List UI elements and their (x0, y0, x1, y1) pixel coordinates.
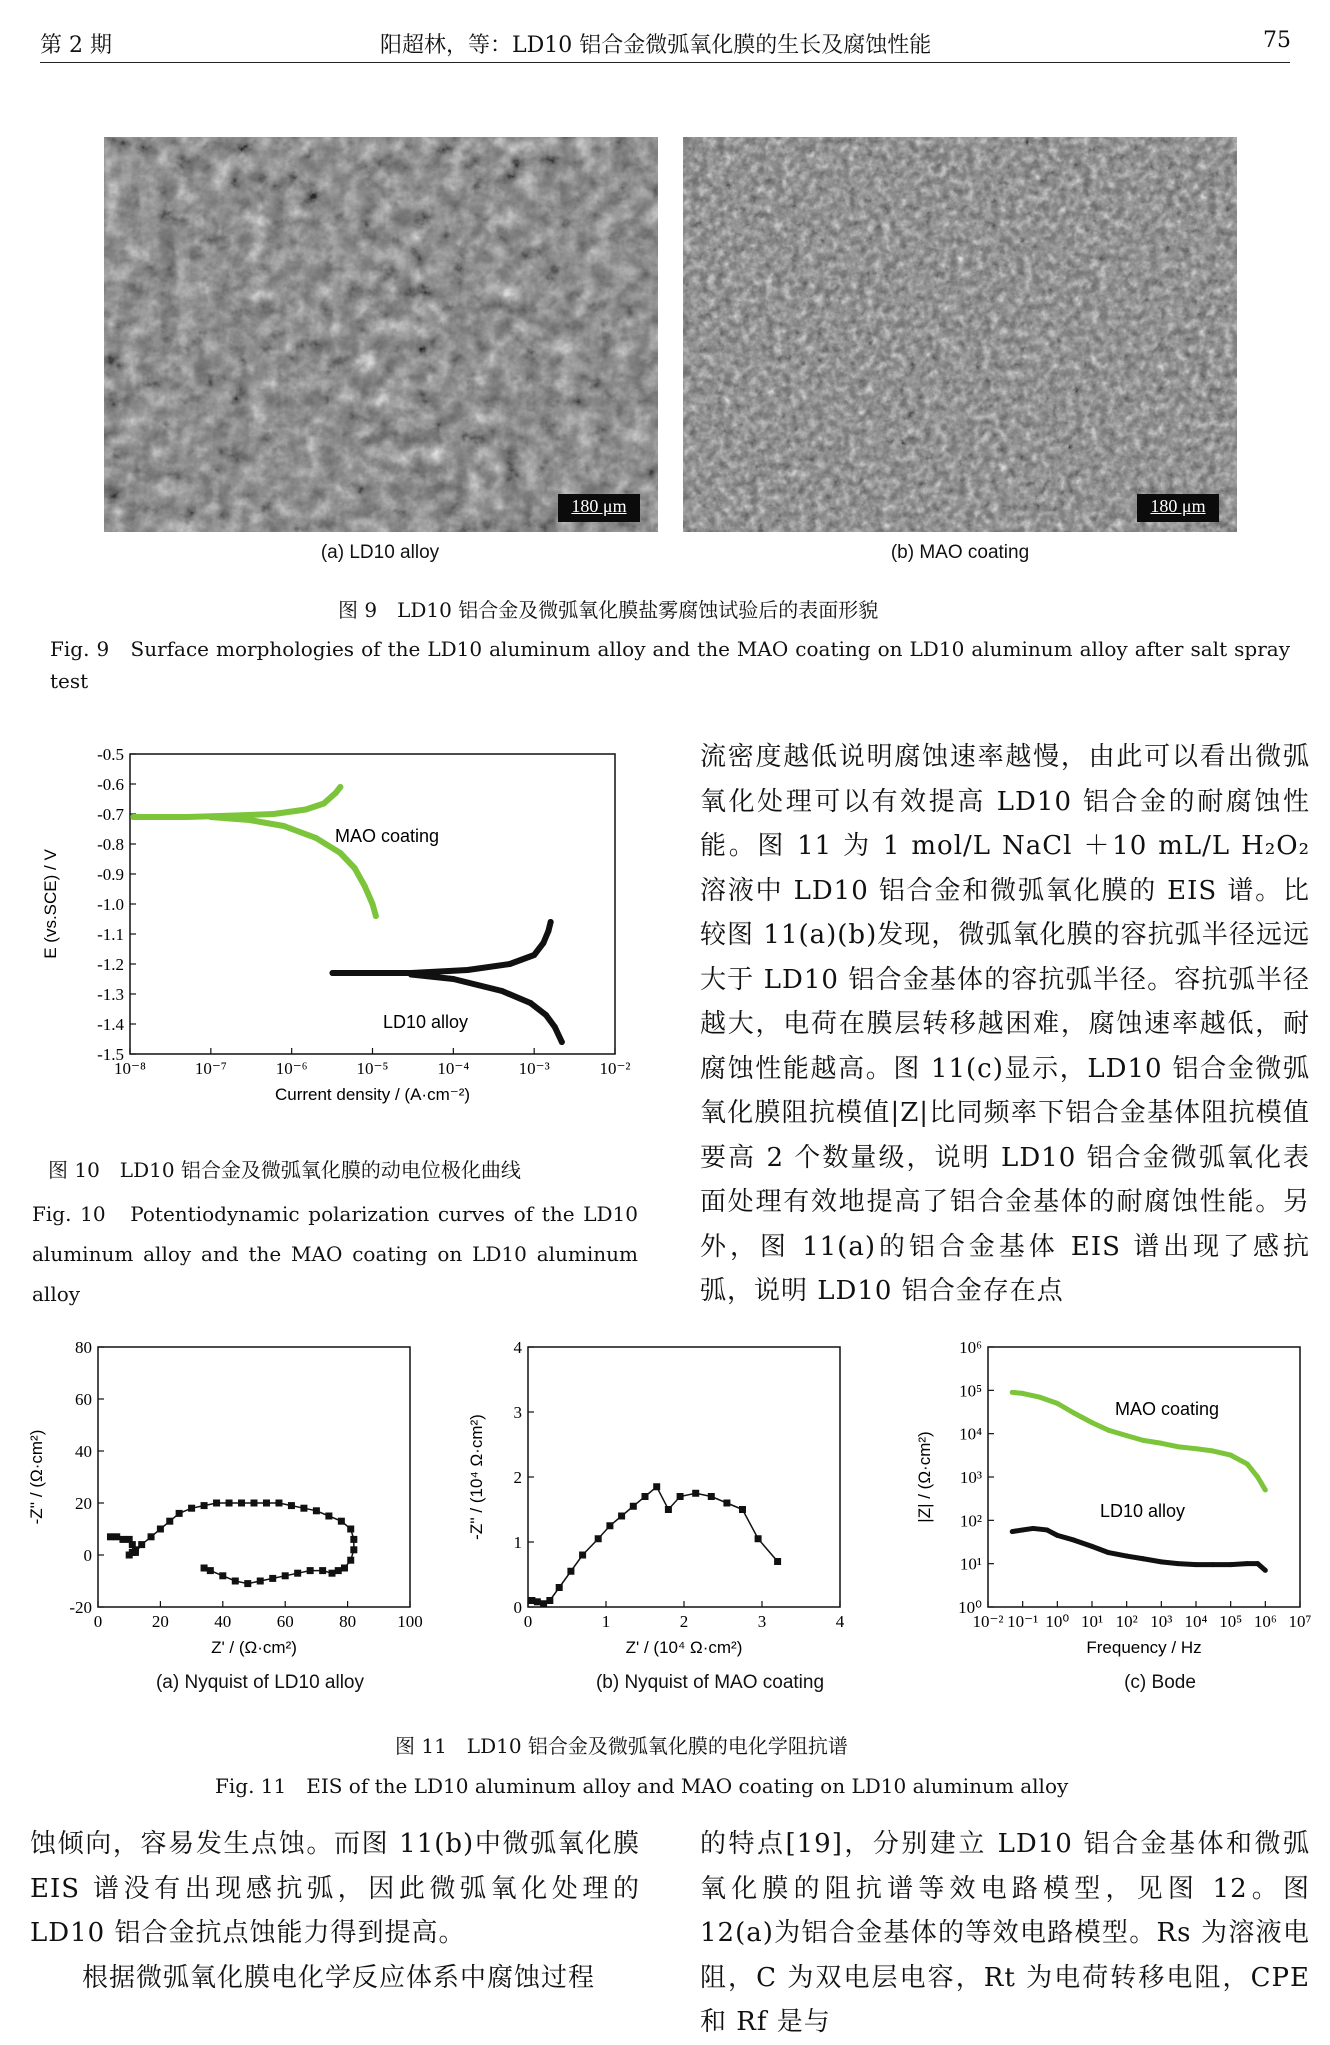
x-tick-label: 10⁻³ (518, 1059, 550, 1078)
data-point (275, 1500, 282, 1507)
data-point (708, 1493, 715, 1500)
x-tick-label: 10⁰ (1045, 1612, 1070, 1631)
data-point (1090, 1420, 1095, 1425)
data-point (251, 1500, 258, 1507)
data-point (692, 1490, 699, 1497)
data-point (465, 967, 471, 973)
fig9-caption-cn: 图 9 LD10 铝合金及微弧氧化膜盐雾腐蚀试验后的表面形貌 (338, 598, 879, 622)
fig9-panel-b-label: (b) MAO coating (890, 542, 1030, 563)
data-point (333, 790, 339, 796)
data-point (408, 972, 414, 978)
x-tick-label: 10³ (1150, 1612, 1173, 1631)
data-point (1210, 1448, 1215, 1453)
nyquist-line (110, 1503, 353, 1584)
y-tick-label: 60 (75, 1390, 92, 1409)
x-tick-label: 20 (151, 1612, 169, 1631)
data-point (271, 811, 277, 817)
data-point (540, 1600, 547, 1607)
data-point (1124, 1433, 1129, 1438)
data-point (166, 1518, 173, 1525)
data-point (319, 1567, 326, 1574)
data-point (545, 928, 551, 934)
data-point (201, 1565, 208, 1572)
data-point (606, 1522, 613, 1529)
series-0-anodic (133, 787, 340, 817)
x-tick-label: 0 (523, 1612, 533, 1631)
data-point (1044, 1527, 1049, 1532)
data-point (263, 1500, 270, 1507)
scale-bar-b (1137, 494, 1219, 522)
data-point (132, 1549, 139, 1556)
data-point (232, 1578, 239, 1585)
data-point (313, 1507, 320, 1514)
y-axis-label: -Z'' / (Ω·cm²) (27, 1429, 46, 1525)
data-point (527, 1000, 533, 1006)
data-point (548, 919, 554, 925)
data-point (300, 1505, 307, 1512)
y-axis-label: E (vs.SCE) / V (41, 849, 60, 959)
data-point (373, 913, 379, 919)
data-point (337, 850, 343, 856)
data-point (313, 835, 319, 841)
data-point (1141, 1438, 1146, 1443)
legend-ld10-alloy: LD10 alloy (383, 1012, 469, 1032)
data-point (499, 988, 505, 994)
data-point (1055, 1401, 1060, 1406)
data-point (113, 1533, 120, 1540)
data-point (543, 1012, 549, 1018)
data-point (1263, 1488, 1268, 1493)
data-point (1228, 1453, 1233, 1458)
data-point (677, 1493, 684, 1500)
y-tick-label: 10¹ (959, 1554, 982, 1574)
data-point (1194, 1562, 1199, 1567)
data-point (370, 901, 376, 907)
x-tick-label: 10⁵ (1219, 1612, 1243, 1631)
legend-mao-coating: MAO coating (1115, 1399, 1220, 1419)
y-tick-label: 80 (75, 1338, 92, 1357)
data-point (630, 1503, 637, 1510)
data-point (1106, 1428, 1111, 1433)
data-point (246, 817, 252, 823)
sem-texture-b (683, 137, 1237, 532)
scale-bar-a (558, 494, 640, 522)
x-tick-label: 10⁻⁵ (356, 1059, 389, 1078)
y-tick-label: -0.9 (97, 865, 124, 884)
y-axis-label: |Z| / (Ω·cm²) (915, 1431, 934, 1523)
data-point (350, 1536, 357, 1543)
data-point (148, 1533, 155, 1540)
data-point (1228, 1562, 1233, 1567)
data-point (1055, 1533, 1060, 1538)
data-point (546, 1597, 553, 1604)
x-tick-label: 10⁻⁴ (437, 1059, 470, 1078)
data-point (347, 1557, 354, 1564)
x-tick-label: 10⁷ (1288, 1612, 1312, 1631)
y-tick-label: 40 (75, 1442, 92, 1461)
y-tick-label: 10⁴ (959, 1424, 982, 1444)
x-tick-label: 80 (339, 1612, 357, 1631)
series-1-anodic (332, 922, 550, 973)
x-tick-label: 3 (757, 1612, 767, 1631)
y-tick-label: -1.3 (97, 985, 124, 1004)
data-point (755, 1535, 762, 1542)
fig11c-chart (900, 1335, 1320, 1675)
data-point (119, 1536, 126, 1543)
x-tick-label: 10⁻² (972, 1612, 1004, 1631)
data-point (337, 784, 343, 790)
data-point (739, 1506, 746, 1513)
y-tick-label: -1.1 (97, 925, 124, 944)
data-point (208, 814, 214, 820)
issue-number: 第 2 期 (40, 33, 112, 58)
data-point (126, 1552, 133, 1559)
fig9-caption-en: Fig. 9 Surface morphologies of the LD10 aluminum alloy and the MAO coating on LD10 aluminum alloy after salt spray test (50, 637, 1290, 693)
data-point (653, 1483, 660, 1490)
data-point (138, 1541, 145, 1548)
x-tick-label: 60 (276, 1612, 294, 1631)
scale-bar-text: 180 μm (1150, 496, 1206, 516)
plot-frame (98, 1347, 410, 1607)
data-point (618, 1513, 625, 1520)
data-point (556, 1584, 563, 1591)
data-point (1020, 1527, 1025, 1532)
data-point (1031, 1526, 1036, 1531)
data-point (1194, 1446, 1199, 1451)
data-point (1141, 1556, 1146, 1561)
data-point (1037, 1395, 1042, 1400)
data-point (176, 1510, 183, 1517)
x-tick-label: 10² (1115, 1612, 1138, 1631)
data-point (244, 1580, 251, 1587)
data-point (157, 1526, 164, 1533)
y-tick-label: 10⁶ (959, 1338, 982, 1357)
data-point (642, 1493, 649, 1500)
data-point (774, 1558, 781, 1565)
data-point (1263, 1568, 1268, 1573)
data-point (338, 1518, 345, 1525)
plot-frame (988, 1347, 1300, 1607)
data-point (1245, 1461, 1250, 1466)
data-point (665, 1506, 672, 1513)
x-tick-label: 2 (679, 1612, 689, 1631)
x-tick-label: 100 (397, 1612, 423, 1631)
data-point (350, 1546, 357, 1553)
plot-frame (528, 1347, 840, 1607)
sem-texture-a (104, 137, 658, 532)
data-point (325, 1513, 332, 1520)
data-point (282, 1572, 289, 1579)
fig9-panel-a-label: (a) LD10 alloy (320, 542, 440, 563)
x-tick-label: 10¹ (1080, 1612, 1104, 1631)
data-point (188, 1505, 195, 1512)
x-tick-label: 40 (214, 1612, 232, 1631)
data-point (213, 1500, 220, 1507)
fig10-caption-cn: 图 10 LD10 铝合金及微弧氧化膜的动电位极化曲线 (48, 1158, 521, 1182)
y-tick-label: -1.2 (97, 955, 124, 974)
y-tick-label: 2 (513, 1468, 522, 1487)
data-point (294, 1570, 301, 1577)
body-text-right (700, 735, 1310, 1314)
y-tick-label: 20 (75, 1494, 92, 1513)
y-tick-label: 0 (513, 1598, 522, 1617)
data-point (1090, 1544, 1095, 1549)
data-point (1255, 1561, 1260, 1566)
data-point (1020, 1391, 1025, 1396)
data-point (540, 940, 546, 946)
y-tick-label: 10² (959, 1511, 982, 1531)
paragraph-bottom-left-2: 根据微弧氧化膜电化学反应体系中腐蚀过程 (82, 1962, 596, 1993)
data-point (130, 814, 136, 820)
y-tick-label: -0.7 (97, 805, 124, 824)
data-point (347, 1526, 354, 1533)
x-tick-label: 4 (835, 1612, 845, 1631)
y-tick-label: -1.4 (97, 1015, 124, 1034)
y-tick-label: -1.0 (97, 895, 124, 914)
sem-image-ld10-alloy (104, 137, 658, 532)
fig10-chart (30, 742, 640, 1132)
data-point (450, 976, 456, 982)
y-tick-label: 0 (83, 1546, 92, 1565)
data-point (207, 1567, 214, 1574)
x-axis-label: Z' / (Ω·cm²) (211, 1638, 297, 1657)
x-tick-label: 1 (601, 1612, 611, 1631)
x-tick-label: 10⁻⁸ (114, 1059, 146, 1078)
data-point (595, 1535, 602, 1542)
y-tick-label: -0.8 (97, 835, 124, 854)
data-point (107, 1533, 114, 1540)
y-tick-label: 3 (513, 1403, 522, 1422)
data-point (1071, 1410, 1076, 1415)
x-tick-label: 0 (93, 1612, 103, 1631)
data-point (1124, 1554, 1129, 1559)
data-point (1159, 1441, 1164, 1446)
data-point (341, 1565, 348, 1572)
data-point (257, 1578, 264, 1585)
data-point (1255, 1475, 1260, 1480)
y-tick-label: 4 (513, 1338, 522, 1357)
x-tick-label: 10⁻¹ (1007, 1612, 1039, 1631)
fig11-caption-cn: 图 11 LD10 铝合金及微弧氧化膜的电化学阻抗谱 (395, 1734, 848, 1758)
data-point (1010, 1390, 1015, 1395)
fig11b-chart (460, 1335, 870, 1675)
x-axis-label: Frequency / Hz (1086, 1638, 1202, 1657)
y-tick-label: -1.5 (97, 1045, 124, 1064)
data-point (567, 1568, 574, 1575)
fig11a-panel-label: (a) Nyquist of LD10 alloy (155, 1672, 365, 1693)
data-point (531, 952, 537, 958)
data-point (362, 883, 368, 889)
data-point (1010, 1529, 1015, 1534)
x-tick-label: 10⁻⁶ (275, 1059, 308, 1078)
data-point (723, 1500, 730, 1507)
data-point (552, 1024, 558, 1030)
data-point (238, 1500, 245, 1507)
data-point (1210, 1562, 1215, 1567)
data-point (269, 1575, 276, 1582)
running-title: 阳超林，等：LD10 铝合金微弧氧化膜的生长及腐蚀性能 (380, 33, 932, 58)
data-point (507, 961, 513, 967)
data-point (303, 807, 309, 813)
x-axis-label: Current density / (A·cm⁻²) (274, 1085, 471, 1104)
data-point (1175, 1444, 1180, 1449)
data-point (184, 814, 190, 820)
x-tick-label: 10⁴ (1184, 1612, 1208, 1631)
y-axis-label: -Z'' / (10⁴ Ω·cm²) (467, 1414, 486, 1540)
y-tick-label: 10⁵ (959, 1381, 982, 1401)
data-point (219, 1572, 226, 1579)
page-number: 75 (1263, 28, 1291, 53)
data-point (329, 1570, 336, 1577)
scale-bar-text: 180 μm (571, 496, 627, 516)
data-point (335, 1567, 342, 1574)
y-tick-label: -0.6 (97, 775, 124, 794)
body-text-bottom-left (30, 1822, 640, 2000)
paragraph-bottom-left-1: 蚀倾向，容易发生点蚀。而图 11(b)中微弧氧化膜 EIS 谱没有出现感抗弧，因此微弧氧化处理的 LD10 铝合金抗点蚀能力得到提高。 (30, 1829, 640, 1948)
data-point (321, 801, 327, 807)
fig11a-chart (20, 1335, 430, 1675)
x-tick-label: 10⁻⁷ (194, 1059, 227, 1078)
legend-ld10-alloy: LD10 alloy (1100, 1501, 1186, 1521)
legend-mao-coating: MAO coating (335, 826, 440, 846)
nyquist-line (532, 1487, 778, 1604)
body-text-bottom-right (700, 1822, 1310, 2045)
x-tick-label: 10⁻² (599, 1059, 631, 1078)
sem-image-mao-coating (683, 137, 1237, 532)
x-axis-label: Z' / (10⁴ Ω·cm²) (625, 1638, 743, 1657)
paragraph-bottom-right: 的特点[19]，分别建立 LD10 铝合金基体和微弧氧化膜的阻抗谱等效电路模型，见图 12。图 12(a)为铝合金基体的等效电路模型。Rs 为溶液电阻，C 为双电层电容，Rt 为电荷转移电阻，CPE 和 Rf 是与 (700, 1829, 1310, 2037)
data-point (579, 1552, 586, 1559)
y-tick-label: 10³ (959, 1468, 982, 1487)
data-point (329, 970, 335, 976)
y-tick-label: -0.5 (97, 745, 124, 764)
data-point (226, 1500, 233, 1507)
header-rule (40, 62, 1290, 63)
bode-series-1 (1012, 1528, 1265, 1570)
data-point (1106, 1550, 1111, 1555)
data-point (534, 1598, 541, 1605)
data-point (1071, 1538, 1076, 1543)
data-point (201, 1502, 208, 1509)
fig11-caption-en: Fig. 11 EIS of the LD10 aluminum alloy and MAO coating on LD10 aluminum alloy (215, 1774, 1069, 1798)
fig10-caption-en: Fig. 10 Potentiodynamic polarization curves of the LD10 aluminum alloy and the MAO coating on LD10 aluminum alloy (32, 1202, 638, 1306)
x-tick-label: 10⁶ (1253, 1612, 1277, 1631)
data-point (1245, 1561, 1250, 1566)
y-tick-label: -20 (69, 1598, 92, 1617)
data-point (559, 1039, 565, 1045)
y-tick-label: 10⁰ (958, 1598, 982, 1617)
data-point (288, 1502, 295, 1509)
data-point (307, 1567, 314, 1574)
fig11c-panel-label: (c) Bode (1124, 1672, 1196, 1693)
data-point (281, 823, 287, 829)
data-point (352, 865, 358, 871)
data-point (1175, 1561, 1180, 1566)
data-point (1159, 1559, 1164, 1564)
paragraph-right: 流密度越低说明腐蚀速率越慢，由此可以看出微弧氧化处理可以有效提高 LD10 铝合金的耐腐蚀性能。图 11 为 1 mol/L NaCl ＋10 mL/L H₂O₂ 溶液中 LD10 铝合金和微弧氧化膜的 EIS 谱。比较图 11(a)(b)发现，微弧氧化膜的容抗弧半径远远大于 LD10 铝合金基体的容抗弧半径。容抗弧半径越大，电荷在膜层转移越困难，腐蚀速率越低，耐腐蚀性能越高。图 11(c)显示，LD10 铝合金微弧氧化膜阻抗模值|Z|比同频率下铝合金基体阻抗模值要高 2 个数量级，说明 LD10 铝合金微弧氧化表面处理有效地提高了铝合金基体的耐腐蚀性能。另外，图 11(a)的铝合金基体 EIS 谱出现了感抗弧，说明 LD10 铝合金存在点 (700, 742, 1310, 1306)
y-tick-label: 1 (513, 1533, 522, 1552)
fig11b-panel-label: (b) Nyquist of MAO coating (595, 1672, 825, 1693)
